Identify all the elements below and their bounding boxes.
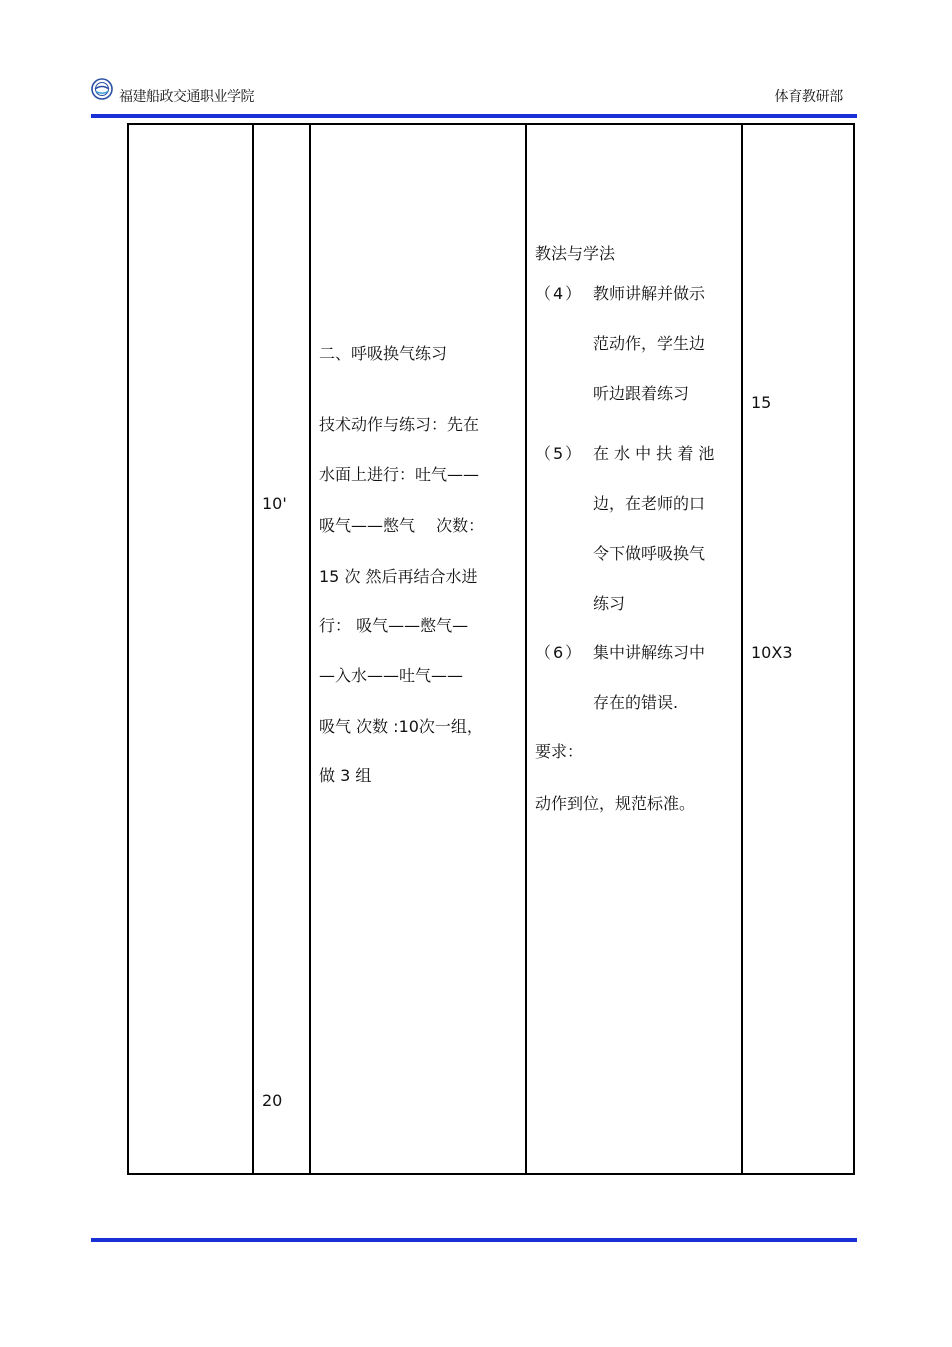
method-item-line: 教师讲解并做示 <box>593 284 706 303</box>
method-item <box>535 429 739 629</box>
exercise-line: 吸气——憋气 次数： <box>319 516 485 535</box>
department-name: 体育教研部 <box>774 89 843 105</box>
requirement-text: 动作到位，规范标准。 <box>535 794 696 813</box>
method-item-line: 集中讲解练习中 <box>593 643 706 662</box>
time-cell: 10' <box>262 494 287 513</box>
exercise-line: —入水——吐气—— <box>319 666 464 685</box>
method-item <box>535 628 739 728</box>
exercise-line: 技术动作与练习：先在 <box>319 415 480 434</box>
time-cell: 20 <box>262 1091 283 1110</box>
column-divider <box>252 125 254 1173</box>
method-item <box>535 269 739 419</box>
column-divider <box>525 125 527 1173</box>
column-divider <box>741 125 743 1173</box>
requirement-label: 要求： <box>535 742 584 761</box>
lesson-table <box>127 123 855 1175</box>
column-divider <box>309 125 311 1173</box>
method-item-line: 在 水 中 扶 着 池 <box>593 444 715 463</box>
exercise-line: 水面上进行：吐气—— <box>319 465 480 484</box>
header-rule <box>91 114 857 118</box>
method-item-line: 练习 <box>593 594 626 613</box>
exercise-line: 15 次 然后再结合水进 <box>319 567 478 586</box>
method-item-number: （6） <box>535 643 584 662</box>
exercise-line: 吸气 次数 :10次一组， <box>319 717 483 736</box>
exercise-title: 二、呼吸换气练习 <box>319 344 448 363</box>
load-value: 10X3 <box>751 643 793 662</box>
method-item-line: 存在的错误. <box>593 693 679 712</box>
school-logo-icon <box>91 78 113 100</box>
page-header <box>91 74 857 114</box>
load-value: 15 <box>751 393 772 412</box>
school-name: 福建船政交通职业学院 <box>119 89 254 105</box>
footer-rule <box>91 1238 857 1242</box>
method-item-line: 令下做呼吸换气 <box>593 544 706 563</box>
method-item-line: 范动作，学生边 <box>593 334 706 353</box>
exercise-line: 做 3 组 <box>319 766 372 785</box>
method-item-line: 边，在老师的口 <box>593 494 706 513</box>
method-item-line: 听边跟着练习 <box>593 384 690 403</box>
exercise-line: 行： 吸气——憋气— <box>319 616 469 635</box>
method-item-number: （5） <box>535 444 584 463</box>
method-heading: 教法与学法 <box>535 244 616 263</box>
method-item-number: （4） <box>535 284 584 303</box>
